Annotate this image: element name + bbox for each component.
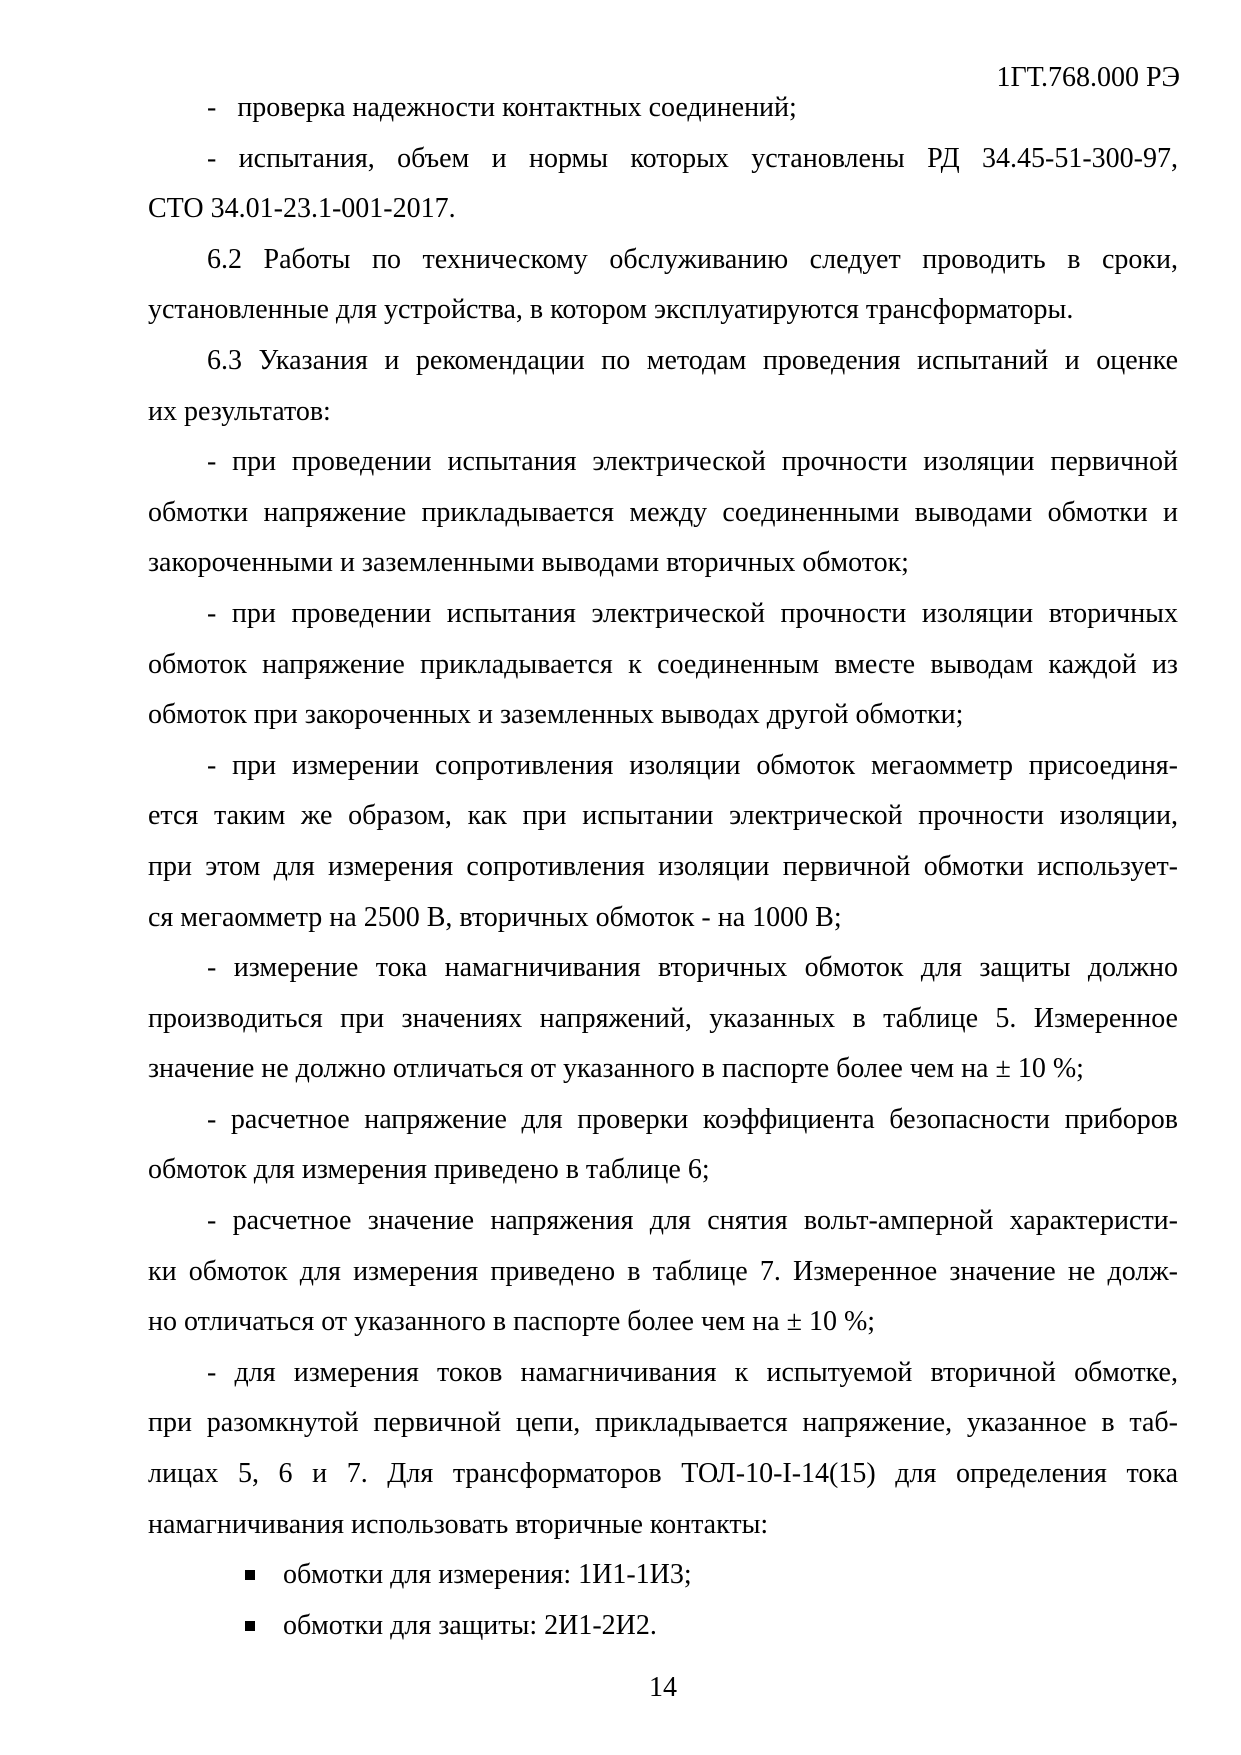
text-line: обмоток при закороченных и заземленных выводах другой обмотки; [148,699,964,731]
bullet-item-text: обмотки для защиты: 2И1-2И2. [283,1609,657,1641]
document-body [148,83,1178,1651]
text-line: обмоток напряжение прикладывается к соединенным вместе выводам каждой из [148,648,1178,680]
text-line: 6.2 Работы по техническому обслуживанию следует проводить в сроки, [207,243,1178,275]
text-line: обмотки напряжение прикладывается между соединенными выводами обмотки и [148,496,1178,528]
text-line: обмоток для измерения приведено в таблице 6; [148,1154,710,1186]
bullet-list-item [148,1601,1178,1652]
text-line: - при проведении испытания электрической прочности изоляции вторичных [207,597,1178,629]
text-line: установленные для устройства, в котором эксплуатируются трансформаторы. [148,294,1074,326]
square-bullet-icon [245,1570,255,1580]
text-line: - для измерения токов намагничивания к испытуемой вторичной обмотке, [207,1356,1178,1388]
text-line: при разомкнутой первичной цепи, прикладывается напряжение, указанное в таб- [148,1407,1178,1439]
text-line: - измерение тока намагничивания вторичных обмоток для защиты должно [207,952,1178,984]
document-code-header: 1ГТ.768.000 РЭ [996,62,1180,93]
square-bullet-icon [245,1621,255,1631]
text-line: их результатов: [148,395,331,427]
text-line: 6.3 Указания и рекомендации по методам проведения испытаний и оценке [207,344,1178,376]
text-line: при этом для измерения сопротивления изоляции первичной обмотки использует- [148,850,1178,882]
text-line: лицах 5, 6 и 7. Для трансформаторов ТОЛ-10-I-14(15) для определения тока [148,1458,1178,1490]
bullet-item-text: обмотки для измерения: 1И1-1И3; [283,1559,692,1591]
text-line: ется таким же образом, как при испытании электрической прочности изоляции, [148,800,1178,832]
text-line: СТО 34.01-23.1-001-2017. [148,193,456,225]
text-line: - при измерении сопротивления изоляции обмоток мегаомметр присоединя- [207,749,1178,781]
text-line: но отличаться от указанного в паспорте более чем на ± 10 %; [148,1306,876,1338]
bullet-list-item [148,1550,1178,1601]
text-line: закороченными и заземленными выводами вторичных обмоток; [148,547,909,579]
text-line: - испытания, объем и нормы которых установлены РД 34.45-51-300-97, [207,142,1178,174]
text-line: ки обмоток для измерения приведено в таблице 7. Измеренное значение не долж- [148,1255,1178,1287]
text-line: - расчетное напряжение для проверки коэффициента безопасности приборов [207,1103,1178,1135]
text-line: - расчетное значение напряжения для снятия вольт-амперной характеристи- [207,1205,1178,1237]
text-line: значение не должно отличаться от указанного в паспорте более чем на ± 10 %; [148,1053,1084,1085]
text-line: ся мегаомметр на 2500 В, вторичных обмоток - на 1000 В; [148,901,842,933]
text-line: намагничивания использовать вторичные контакты: [148,1508,769,1540]
text-line: - при проведении испытания электрической прочности изоляции первичной [207,446,1178,478]
text-line: - проверка надежности контактных соединений; [207,92,797,123]
text-line: производиться при значениях напряжений, указанных в таблице 5. Измеренное [148,1002,1178,1034]
page-number: 14 [649,1672,677,1703]
